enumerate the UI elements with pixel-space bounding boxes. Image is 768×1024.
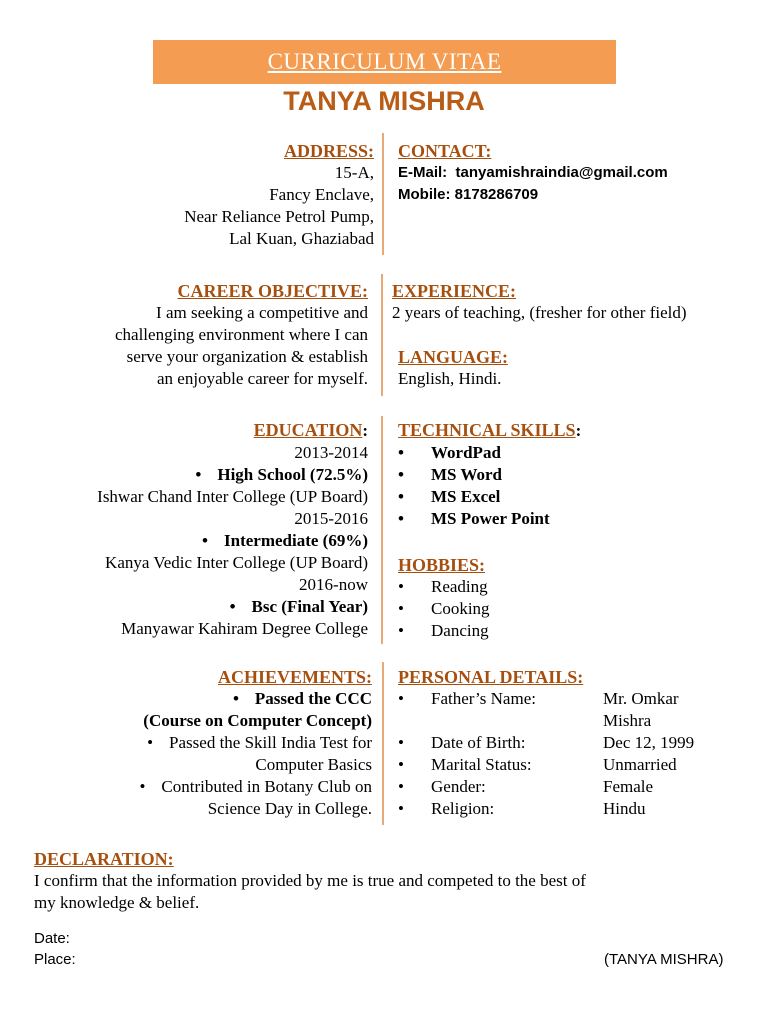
signature-name: (TANYA MISHRA) bbox=[604, 951, 724, 968]
father-value: Mr. Omkar bbox=[603, 689, 679, 708]
education-heading-row bbox=[10, 419, 368, 442]
divider-4 bbox=[382, 662, 384, 825]
personal-row: • Marital Status: Unmarried bbox=[398, 754, 768, 776]
achievement-title: • Passed the CCC bbox=[10, 688, 372, 710]
career-section bbox=[20, 280, 368, 390]
achievement-line: Computer Basics bbox=[255, 755, 372, 774]
hobbies-section bbox=[398, 554, 490, 642]
achievement-line: • Passed the Skill India Test for bbox=[10, 732, 372, 754]
edu-level: • Intermediate (69%) bbox=[10, 530, 368, 552]
career-line: an enjoyable career for myself. bbox=[157, 369, 368, 388]
edu-year: 2015-2016 bbox=[294, 509, 368, 528]
skill-item: • MS Word bbox=[398, 465, 503, 484]
language-section bbox=[398, 346, 508, 390]
email-value: tanyamishraindia@gmail.com bbox=[455, 164, 668, 181]
language-heading: LANGUAGE: bbox=[398, 347, 509, 367]
education-heading-colon: : bbox=[362, 421, 368, 440]
gender-value: Female bbox=[603, 777, 654, 796]
personal-heading: PERSONAL DETAILS: bbox=[398, 667, 584, 687]
mobile-label: Mobile: bbox=[398, 186, 451, 203]
place-label: Place: bbox=[34, 951, 76, 968]
technical-section bbox=[398, 419, 581, 530]
declaration-heading: DECLARATION: bbox=[34, 849, 174, 869]
divider-1 bbox=[382, 133, 384, 255]
religion-value: Hindu bbox=[603, 799, 646, 818]
address-line: 15-A, bbox=[334, 163, 374, 182]
achievement-sub: (Course on Computer Concept) bbox=[143, 711, 372, 730]
personal-row: • Religion: Hindu bbox=[398, 798, 768, 820]
marital-value: Unmarried bbox=[603, 755, 677, 774]
technical-heading: TECHNICAL SKILLS bbox=[398, 420, 576, 440]
address-line: Lal Kuan, Ghaziabad bbox=[229, 229, 374, 248]
achievements-section bbox=[10, 666, 372, 820]
dob-label: Date of Birth: bbox=[431, 733, 526, 752]
language-text: English, Hindi. bbox=[398, 369, 502, 388]
email-label: E-Mail: bbox=[398, 164, 448, 181]
address-heading: ADDRESS: bbox=[283, 141, 374, 161]
declaration-line: my knowledge & belief. bbox=[34, 893, 200, 912]
mobile-row bbox=[398, 184, 668, 206]
career-line: serve your organization & establish bbox=[126, 347, 368, 366]
father-value-cont: Mishra bbox=[603, 711, 652, 730]
experience-section bbox=[392, 280, 687, 324]
personal-row: • Gender: Female bbox=[398, 776, 768, 798]
edu-school: Manyawar Kahiram Degree College bbox=[121, 619, 368, 638]
skill-item: • MS Power Point bbox=[398, 509, 550, 528]
personal-row: • Date of Birth: Dec 12, 1999 bbox=[398, 732, 768, 754]
title-banner bbox=[153, 40, 616, 84]
education-section bbox=[10, 419, 368, 640]
technical-heading-colon: : bbox=[575, 421, 582, 440]
edu-school: Ishwar Chand Inter College (UP Board) bbox=[97, 487, 368, 506]
marital-label: Marital Status: bbox=[431, 755, 532, 774]
hobbies-heading: HOBBIES: bbox=[398, 555, 486, 575]
address-line: Near Reliance Petrol Pump, bbox=[184, 207, 374, 226]
gender-label: Gender: bbox=[431, 777, 486, 796]
edu-level: • Bsc (Final Year) bbox=[10, 596, 368, 618]
declaration-section bbox=[34, 848, 754, 914]
contact-section bbox=[398, 140, 668, 206]
career-line: challenging environment where I can bbox=[114, 325, 368, 344]
edu-school: Kanya Vedic Inter College (UP Board) bbox=[105, 553, 368, 572]
hobby-item: • Dancing bbox=[398, 621, 489, 640]
personal-row bbox=[398, 710, 768, 732]
date-label: Date: bbox=[34, 930, 70, 947]
father-label: Father’s Name: bbox=[431, 689, 536, 708]
candidate-name: TANYA MISHRA bbox=[283, 86, 485, 116]
dob-value: Dec 12, 1999 bbox=[603, 733, 695, 752]
achievement-line: Science Day in College. bbox=[207, 799, 372, 818]
edu-year: 2013-2014 bbox=[294, 443, 368, 462]
address-line: Fancy Enclave, bbox=[269, 185, 374, 204]
declaration-line: I confirm that the information provided by me is true and competed to the best of bbox=[34, 871, 586, 890]
mobile-value: 8178286709 bbox=[454, 186, 539, 203]
personal-row: • Father’s Name: Mr. Omkar bbox=[398, 688, 768, 710]
personal-section bbox=[398, 666, 768, 820]
skill-item: • MS Excel bbox=[398, 487, 501, 506]
contact-heading: CONTACT: bbox=[398, 141, 492, 161]
experience-heading: EXPERIENCE: bbox=[392, 281, 517, 301]
career-heading: CAREER OBJECTIVE: bbox=[177, 281, 368, 301]
education-heading: EDUCATION bbox=[253, 420, 363, 440]
career-line: I am seeking a competitive and bbox=[156, 303, 368, 322]
achievement-line: • Contributed in Botany Club on bbox=[10, 776, 372, 798]
address-section bbox=[30, 140, 374, 250]
edu-level: • High School (72.5%) bbox=[10, 464, 368, 486]
divider-2 bbox=[381, 274, 383, 396]
experience-text: 2 years of teaching, (fresher for other field) bbox=[392, 303, 687, 322]
divider-3 bbox=[381, 416, 383, 644]
email-row bbox=[398, 162, 668, 184]
technical-heading-row bbox=[398, 419, 581, 442]
religion-label: Religion: bbox=[431, 799, 495, 818]
hobby-item: • Reading bbox=[398, 577, 488, 596]
skill-item: • WordPad bbox=[398, 443, 501, 462]
cv-title: CURRICULUM VITAE bbox=[267, 49, 502, 74]
hobby-item: • Cooking bbox=[398, 599, 490, 618]
achievements-heading: ACHIEVEMENTS: bbox=[217, 667, 372, 687]
edu-year: 2016-now bbox=[299, 575, 368, 594]
